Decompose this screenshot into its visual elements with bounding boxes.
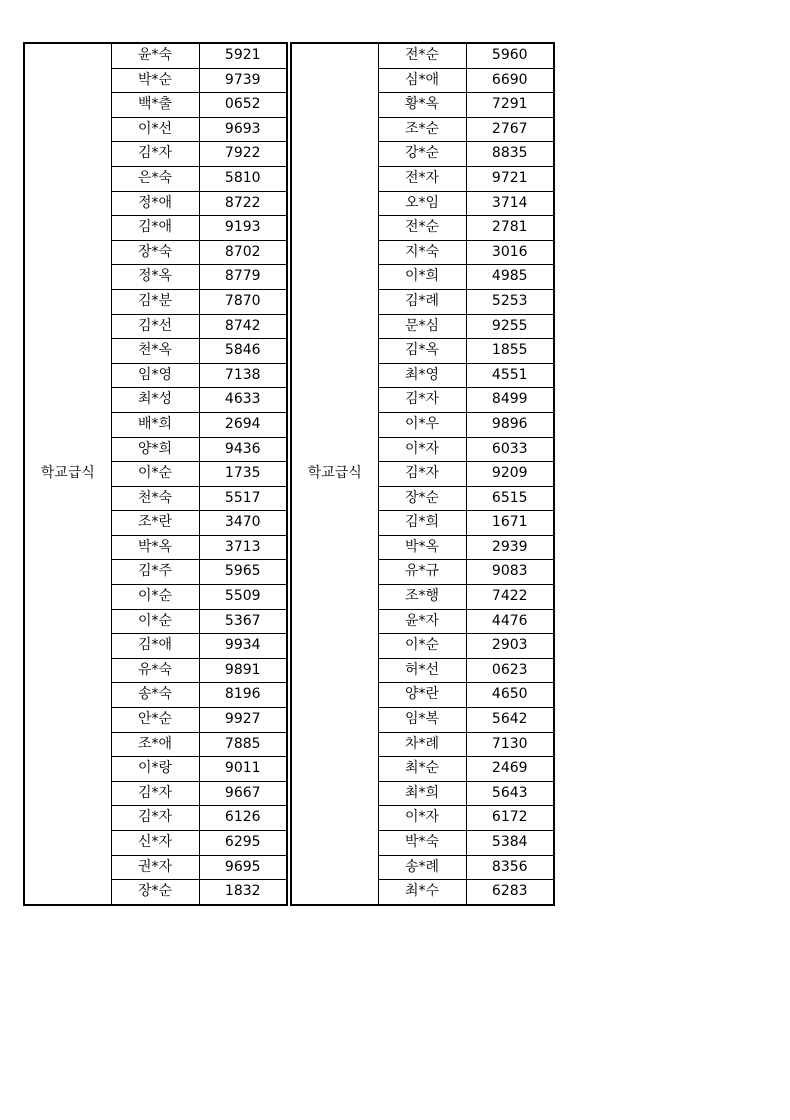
name-cell: 조*순 [378, 117, 466, 142]
name-cell: 최*영 [378, 363, 466, 388]
roster-table-left [23, 42, 288, 906]
number-cell: 5253 [466, 289, 554, 314]
name-cell: 조*행 [378, 585, 466, 610]
name-cell: 장*숙 [111, 240, 199, 265]
number-cell: 8835 [466, 142, 554, 167]
name-cell: 김*주 [111, 560, 199, 585]
number-cell: 9255 [466, 314, 554, 339]
name-cell: 이*순 [111, 609, 199, 634]
name-cell: 유*숙 [111, 658, 199, 683]
number-cell: 2903 [466, 634, 554, 659]
number-cell: 6515 [466, 486, 554, 511]
name-cell: 이*순 [111, 585, 199, 610]
name-cell: 최*성 [111, 388, 199, 413]
number-cell: 8499 [466, 388, 554, 413]
number-cell: 9934 [199, 634, 287, 659]
name-cell: 박*숙 [378, 831, 466, 856]
number-cell: 9083 [466, 560, 554, 585]
number-cell: 6295 [199, 831, 287, 856]
name-cell: 신*자 [111, 831, 199, 856]
name-cell: 김*자 [378, 388, 466, 413]
name-cell: 이*순 [378, 634, 466, 659]
number-cell: 3714 [466, 191, 554, 216]
number-cell: 7130 [466, 732, 554, 757]
number-cell: 7885 [199, 732, 287, 757]
number-cell: 7922 [199, 142, 287, 167]
number-cell: 8722 [199, 191, 287, 216]
number-cell: 5921 [199, 43, 287, 68]
name-cell: 양*란 [378, 683, 466, 708]
number-cell: 5517 [199, 486, 287, 511]
name-cell: 김*애 [111, 216, 199, 241]
roster-table-right [290, 42, 555, 906]
number-cell: 7138 [199, 363, 287, 388]
name-cell: 김*자 [111, 806, 199, 831]
name-cell: 이*자 [378, 437, 466, 462]
number-cell: 2469 [466, 757, 554, 782]
number-cell: 7870 [199, 289, 287, 314]
number-cell: 9721 [466, 166, 554, 191]
number-cell: 0623 [466, 658, 554, 683]
number-cell: 5965 [199, 560, 287, 585]
name-cell: 임*영 [111, 363, 199, 388]
name-cell: 김*희 [378, 511, 466, 536]
name-cell: 차*례 [378, 732, 466, 757]
name-cell: 최*희 [378, 781, 466, 806]
name-cell: 장*순 [378, 486, 466, 511]
name-cell: 유*규 [378, 560, 466, 585]
number-cell: 7291 [466, 93, 554, 118]
number-cell: 6690 [466, 68, 554, 93]
name-cell: 양*희 [111, 437, 199, 462]
name-cell: 전*순 [378, 216, 466, 241]
table-row [291, 43, 554, 68]
name-cell: 최*수 [378, 880, 466, 905]
number-cell: 7422 [466, 585, 554, 610]
name-cell: 심*애 [378, 68, 466, 93]
name-cell: 박*옥 [111, 535, 199, 560]
category-label: 학교급식 [24, 43, 111, 905]
name-cell: 이*순 [111, 462, 199, 487]
number-cell: 9436 [199, 437, 287, 462]
name-cell: 정*애 [111, 191, 199, 216]
table-row [24, 43, 287, 68]
name-cell: 조*란 [111, 511, 199, 536]
name-cell: 천*숙 [111, 486, 199, 511]
number-cell: 4476 [466, 609, 554, 634]
number-cell: 4985 [466, 265, 554, 290]
number-cell: 9011 [199, 757, 287, 782]
name-cell: 이*랑 [111, 757, 199, 782]
name-cell: 황*옥 [378, 93, 466, 118]
name-cell: 백*출 [111, 93, 199, 118]
name-cell: 이*선 [111, 117, 199, 142]
name-cell: 김*옥 [378, 339, 466, 364]
name-cell: 천*옥 [111, 339, 199, 364]
name-cell: 허*선 [378, 658, 466, 683]
number-cell: 1735 [199, 462, 287, 487]
number-cell: 8356 [466, 855, 554, 880]
name-cell: 김*분 [111, 289, 199, 314]
number-cell: 2767 [466, 117, 554, 142]
name-cell: 조*애 [111, 732, 199, 757]
number-cell: 2781 [466, 216, 554, 241]
name-cell: 배*희 [111, 412, 199, 437]
number-cell: 3713 [199, 535, 287, 560]
number-cell: 5810 [199, 166, 287, 191]
number-cell: 9193 [199, 216, 287, 241]
name-cell: 전*자 [378, 166, 466, 191]
number-cell: 5846 [199, 339, 287, 364]
name-cell: 김*선 [111, 314, 199, 339]
number-cell: 9739 [199, 68, 287, 93]
name-cell: 권*자 [111, 855, 199, 880]
name-cell: 문*심 [378, 314, 466, 339]
name-cell: 김*례 [378, 289, 466, 314]
roster-body-left [24, 43, 287, 905]
number-cell: 4633 [199, 388, 287, 413]
name-cell: 임*복 [378, 708, 466, 733]
name-cell: 이*희 [378, 265, 466, 290]
number-cell: 9927 [199, 708, 287, 733]
number-cell: 6172 [466, 806, 554, 831]
name-cell: 은*숙 [111, 166, 199, 191]
name-cell: 안*순 [111, 708, 199, 733]
number-cell: 6033 [466, 437, 554, 462]
number-cell: 5643 [466, 781, 554, 806]
number-cell: 5509 [199, 585, 287, 610]
number-cell: 0652 [199, 93, 287, 118]
number-cell: 5384 [466, 831, 554, 856]
number-cell: 3470 [199, 511, 287, 536]
number-cell: 9695 [199, 855, 287, 880]
name-cell: 장*순 [111, 880, 199, 905]
name-cell: 김*자 [111, 142, 199, 167]
number-cell: 5642 [466, 708, 554, 733]
number-cell: 2694 [199, 412, 287, 437]
number-cell: 8196 [199, 683, 287, 708]
name-cell: 강*순 [378, 142, 466, 167]
number-cell: 2939 [466, 535, 554, 560]
name-cell: 최*순 [378, 757, 466, 782]
number-cell: 1855 [466, 339, 554, 364]
name-cell: 송*숙 [111, 683, 199, 708]
number-cell: 9693 [199, 117, 287, 142]
name-cell: 윤*숙 [111, 43, 199, 68]
number-cell: 9896 [466, 412, 554, 437]
number-cell: 6283 [466, 880, 554, 905]
number-cell: 8779 [199, 265, 287, 290]
number-cell: 3016 [466, 240, 554, 265]
name-cell: 이*우 [378, 412, 466, 437]
name-cell: 윤*자 [378, 609, 466, 634]
name-cell: 박*순 [111, 68, 199, 93]
name-cell: 전*순 [378, 43, 466, 68]
name-cell: 정*옥 [111, 265, 199, 290]
number-cell: 5960 [466, 43, 554, 68]
number-cell: 8702 [199, 240, 287, 265]
number-cell: 9891 [199, 658, 287, 683]
number-cell: 6126 [199, 806, 287, 831]
name-cell: 송*례 [378, 855, 466, 880]
roster-body-right [291, 43, 554, 905]
name-cell: 박*옥 [378, 535, 466, 560]
name-cell: 오*임 [378, 191, 466, 216]
name-cell: 이*자 [378, 806, 466, 831]
number-cell: 1671 [466, 511, 554, 536]
number-cell: 1832 [199, 880, 287, 905]
name-cell: 김*자 [111, 781, 199, 806]
name-cell: 김*자 [378, 462, 466, 487]
number-cell: 4650 [466, 683, 554, 708]
number-cell: 8742 [199, 314, 287, 339]
category-label: 학교급식 [291, 43, 378, 905]
name-cell: 김*애 [111, 634, 199, 659]
name-cell: 지*숙 [378, 240, 466, 265]
number-cell: 9209 [466, 462, 554, 487]
number-cell: 9667 [199, 781, 287, 806]
number-cell: 5367 [199, 609, 287, 634]
number-cell: 4551 [466, 363, 554, 388]
